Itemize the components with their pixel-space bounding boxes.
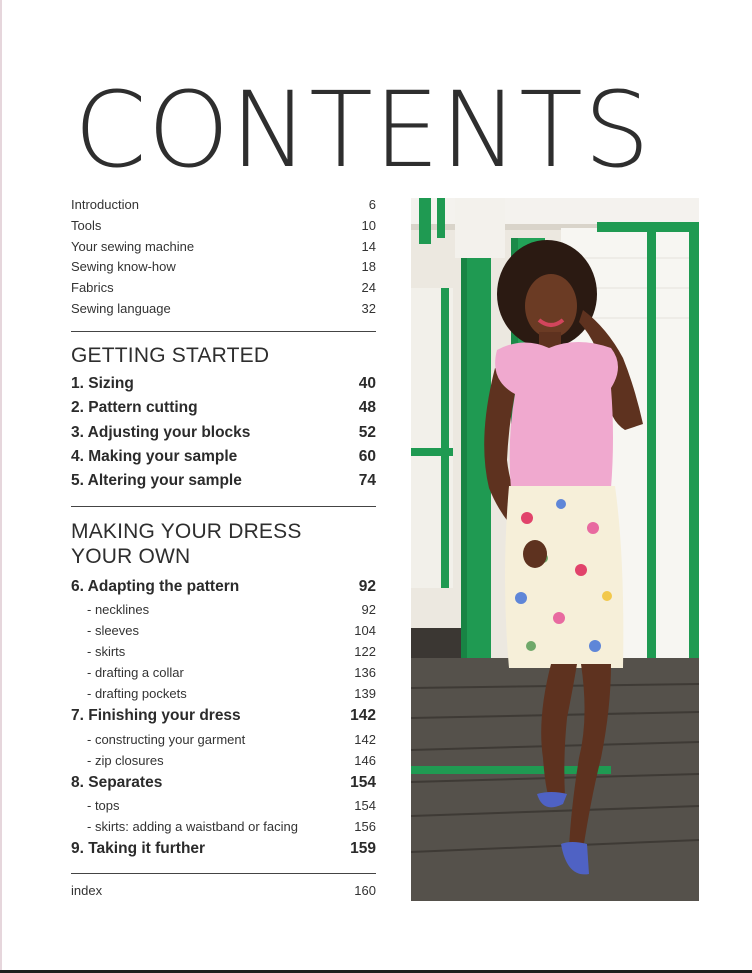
toc-sub-label: - constructing your garment — [87, 731, 246, 747]
toc-sub-page: 139 — [354, 686, 376, 702]
table-of-contents — [71, 195, 376, 902]
toc-sub-page: 136 — [354, 665, 376, 681]
toc-chapter-label: 9. Taking it further — [71, 839, 206, 857]
toc-entry-fabrics[interactable] — [71, 278, 376, 299]
toc-sub-label: - tops — [87, 797, 120, 813]
toc-entry-label: Introduction — [71, 197, 139, 212]
toc-entry-introduction[interactable] — [71, 195, 376, 216]
toc-sub-zip-closures[interactable] — [71, 750, 376, 771]
toc-entry-page: 10 — [361, 217, 376, 233]
toc-chapter-page: 48 — [358, 399, 376, 417]
toc-entry-label: Your sewing machine — [71, 238, 195, 254]
toc-entry-page: 6 — [368, 197, 376, 212]
toc-sub-tops[interactable] — [71, 795, 376, 816]
toc-sub-constructing-garment[interactable] — [71, 729, 376, 750]
toc-chapter-page: 92 — [358, 577, 376, 595]
page-title: CONTENTS — [74, 69, 651, 191]
toc-sub-label: - drafting pockets — [87, 686, 187, 702]
toc-chapter-label: 3. Adjusting your blocks — [71, 423, 251, 441]
toc-sub-drafting-pockets[interactable] — [71, 683, 376, 704]
toc-sub-skirts[interactable] — [71, 641, 376, 662]
toc-chapter-label: 8. Separates — [71, 773, 163, 791]
toc-sub-page: 92 — [361, 602, 376, 618]
toc-chapter-label: 4. Making your sample — [71, 447, 238, 465]
toc-chapter-page: 142 — [350, 707, 376, 725]
toc-sub-page: 142 — [354, 731, 376, 747]
intro-section — [71, 195, 376, 320]
toc-sub-necklines[interactable] — [71, 599, 376, 620]
toc-chapter-taking-further[interactable] — [71, 837, 376, 861]
toc-chapter-adjusting-blocks[interactable] — [71, 421, 376, 445]
section-heading-making-dress-line2: YOUR OWN — [71, 544, 191, 568]
getting-started-section — [71, 372, 376, 494]
toc-sub-page: 122 — [354, 644, 376, 660]
making-dress-section — [71, 575, 376, 862]
toc-chapter-making-sample[interactable] — [71, 445, 376, 469]
toc-chapter-altering-sample[interactable] — [71, 469, 376, 493]
toc-entry-sewing-language[interactable] — [71, 299, 376, 320]
toc-sub-drafting-collar[interactable] — [71, 662, 376, 683]
toc-sub-sleeves[interactable] — [71, 620, 376, 641]
toc-sub-label: - skirts — [87, 644, 126, 660]
toc-sub-skirts-waistband[interactable] — [71, 816, 376, 837]
toc-chapter-page: 154 — [350, 773, 376, 791]
toc-sub-page: 104 — [354, 623, 376, 639]
toc-entry-page: 32 — [361, 300, 376, 316]
toc-entry-label: index — [71, 883, 103, 899]
photo-illustration — [411, 198, 699, 901]
toc-chapter-label: 1. Sizing — [71, 374, 134, 392]
toc-chapter-separates[interactable] — [71, 771, 376, 795]
toc-sub-page: 146 — [354, 752, 376, 768]
section-divider — [71, 873, 376, 874]
toc-chapter-page: 60 — [358, 447, 376, 465]
toc-entry-page: 24 — [361, 280, 376, 296]
toc-entry-label: Tools — [71, 217, 102, 233]
toc-sub-label: - drafting a collar — [87, 665, 184, 681]
toc-sub-label: - zip closures — [87, 752, 164, 768]
toc-chapter-page: 40 — [358, 374, 376, 392]
section-divider — [71, 506, 376, 507]
page-edge-left — [0, 0, 2, 973]
section-heading-making-dress-line1: MAKING YOUR DRESS — [71, 519, 302, 543]
toc-sub-page: 156 — [354, 818, 376, 834]
toc-sub-page: 154 — [354, 797, 376, 813]
toc-sub-label: - skirts: adding a waistband or facing — [87, 818, 298, 834]
toc-sub-label: - necklines — [87, 602, 150, 618]
toc-entry-tools[interactable] — [71, 216, 376, 237]
toc-chapter-finishing-dress[interactable] — [71, 704, 376, 728]
toc-chapter-sizing[interactable] — [71, 372, 376, 396]
toc-entry-page: 18 — [361, 259, 376, 275]
toc-sub-label: - sleeves — [87, 623, 140, 639]
toc-entry-index[interactable] — [71, 880, 376, 902]
toc-chapter-page: 159 — [350, 839, 376, 857]
toc-entry-label: Sewing language — [71, 300, 171, 316]
toc-chapter-label: 6. Adapting the pattern — [71, 577, 240, 595]
toc-entry-sewing-know-how[interactable] — [71, 257, 376, 278]
cover-photo — [411, 198, 699, 901]
toc-entry-page: 14 — [361, 238, 376, 254]
toc-chapter-label: 7. Finishing your dress — [71, 707, 241, 725]
toc-entry-label: Sewing know-how — [71, 259, 176, 275]
toc-entry-label: Fabrics — [71, 280, 114, 296]
toc-chapter-page: 74 — [358, 472, 376, 490]
section-heading-getting-started: GETTING STARTED — [71, 343, 270, 367]
toc-chapter-label: 5. Altering your sample — [71, 472, 242, 490]
toc-entry-page: 160 — [354, 883, 376, 899]
toc-entry-sewing-machine[interactable] — [71, 237, 376, 258]
toc-chapter-adapting-pattern[interactable] — [71, 575, 376, 599]
toc-chapter-label: 2. Pattern cutting — [71, 399, 198, 417]
section-divider — [71, 331, 376, 332]
toc-chapter-pattern-cutting[interactable] — [71, 396, 376, 420]
toc-chapter-page: 52 — [358, 423, 376, 441]
